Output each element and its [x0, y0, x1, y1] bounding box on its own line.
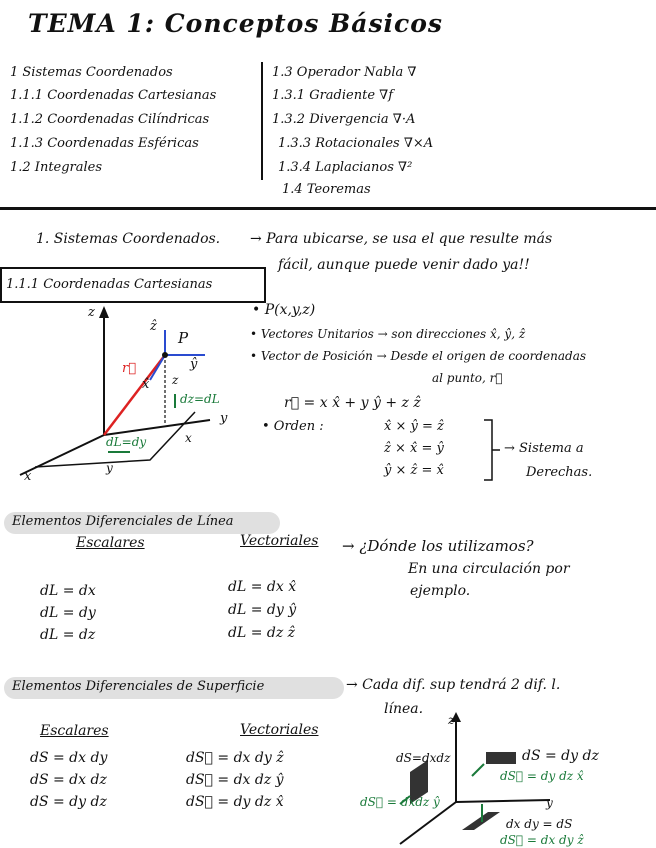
note-line: fácil, aunque puede venir dado ya!!: [278, 257, 530, 273]
position-vector-label: r⃗: [122, 361, 137, 376]
cartesian-diagram: [0, 300, 260, 490]
toc-item: 1.3.1 Gradiente ∇f: [272, 88, 394, 103]
toc-item: 1.3 Operador Nabla ∇: [272, 65, 417, 80]
cross-product: ŷ × ẑ = x̂: [384, 463, 444, 478]
section-heading: Elementos Diferenciales de Superficie: [12, 679, 265, 694]
axis-label-y: y: [220, 411, 228, 426]
toc-item: 1.3.3 Rotacionales ∇×A: [278, 136, 434, 151]
cross-product: x̂ × ŷ = ẑ: [384, 419, 444, 434]
note-line: → Para ubicarse, se usa el que resulte más: [250, 231, 553, 247]
brace: [482, 418, 502, 484]
axis-label-x: x: [24, 469, 32, 484]
col-heading: Vectoriales: [240, 533, 319, 549]
formula: dL = dx x̂: [228, 579, 297, 595]
formula: dS⃗ = dx dz ŷ: [186, 772, 284, 788]
bullet-cont: al punto, r⃗: [432, 371, 503, 385]
bullet: • Vectores Unitarios → son direcciones x̂, ŷ, ẑ: [250, 327, 526, 341]
zhat-label: ẑ: [150, 319, 157, 334]
page-title: TEMA 1: Conceptos Básicos: [28, 9, 443, 38]
formula: dL = dx: [40, 583, 96, 599]
toc-item: 1.2 Integrales: [10, 160, 103, 175]
formula: dL = dz ẑ: [228, 625, 296, 641]
point-label: P: [178, 329, 189, 347]
diagram-label: dS=dxdz: [396, 751, 451, 765]
note-line: → Cada dif. sup tendrá 2 dif. l.: [346, 677, 561, 693]
note-line: ejemplo.: [410, 583, 471, 599]
small-y-label: y: [106, 461, 113, 475]
subsection-title: 1.1.1 Coordenadas Cartesianas: [6, 277, 213, 292]
note-line: línea.: [384, 701, 424, 717]
section-divider: [0, 207, 656, 210]
small-x-label: x: [185, 431, 192, 445]
orden-label: • Orden :: [262, 419, 324, 434]
diagram-label: dS⃗ = dx dy ẑ: [500, 833, 584, 847]
axis-label-z: z: [448, 713, 455, 727]
formula: dS = dy dz: [30, 794, 107, 810]
toc-item: 1.1.1 Coordenadas Cartesianas: [10, 88, 217, 103]
toc-item: 1 Sistemas Coordenados: [10, 65, 173, 80]
xhat-label: x̂: [142, 377, 150, 392]
diagram-label: dS⃗ = dxdz ŷ: [360, 795, 440, 809]
note-line: → ¿Dónde los utilizamos?: [342, 537, 534, 555]
dz-label: dz=dL: [180, 392, 220, 406]
formula: dL = dy ŷ: [228, 602, 297, 618]
diagram-label: dx dy = dS: [506, 817, 573, 831]
note-line: En una circulación por: [408, 561, 570, 577]
formula: dS = dx dy: [30, 750, 108, 766]
cross-product: ẑ × x̂ = ŷ: [384, 441, 444, 456]
system-note: → Sistema a: [504, 441, 584, 456]
system-note: Derechas.: [526, 465, 593, 480]
col-heading: Escalares: [76, 535, 145, 551]
formula: dS = dx dz: [30, 772, 107, 788]
section-heading: 1. Sistemas Coordenados.: [36, 231, 221, 247]
dl-label: dL=dy: [106, 435, 147, 449]
formula: dS⃗ = dy dz x̂: [186, 794, 284, 810]
toc-item: 1.3.2 Divergencia ∇·A: [272, 112, 416, 127]
formula: dL = dy: [40, 605, 96, 621]
toc-item: 1.4 Teoremas: [282, 182, 371, 197]
position-formula: r⃗ = x x̂ + y ŷ + z ẑ: [284, 395, 421, 411]
formula: dL = dz: [40, 627, 96, 643]
section-heading: Elementos Diferenciales de Línea: [12, 514, 234, 529]
bullet: • P(x,y,z): [252, 302, 316, 318]
diagram-label: dS⃗ = dy dz x̂: [500, 769, 584, 783]
bullet: • Vector de Posición → Desde el origen de coordenadas: [250, 349, 586, 363]
yhat-label: ŷ: [190, 357, 198, 372]
toc-item: 1.3.4 Laplacianos ∇²: [278, 160, 413, 175]
col-heading: Vectoriales: [240, 722, 319, 738]
axis-label-y: y: [546, 796, 553, 810]
col-heading: Escalares: [40, 723, 109, 739]
axis-label-z: z: [88, 305, 95, 320]
small-z-label: z: [172, 373, 179, 387]
diagram-label: dS = dy dz: [522, 748, 599, 764]
toc-divider: [261, 62, 263, 180]
toc-item: 1.1.2 Coordenadas Cilíndricas: [10, 112, 210, 127]
toc-item: 1.1.3 Coordenadas Esféricas: [10, 136, 199, 151]
formula: dS⃗ = dx dy ẑ: [186, 750, 284, 766]
